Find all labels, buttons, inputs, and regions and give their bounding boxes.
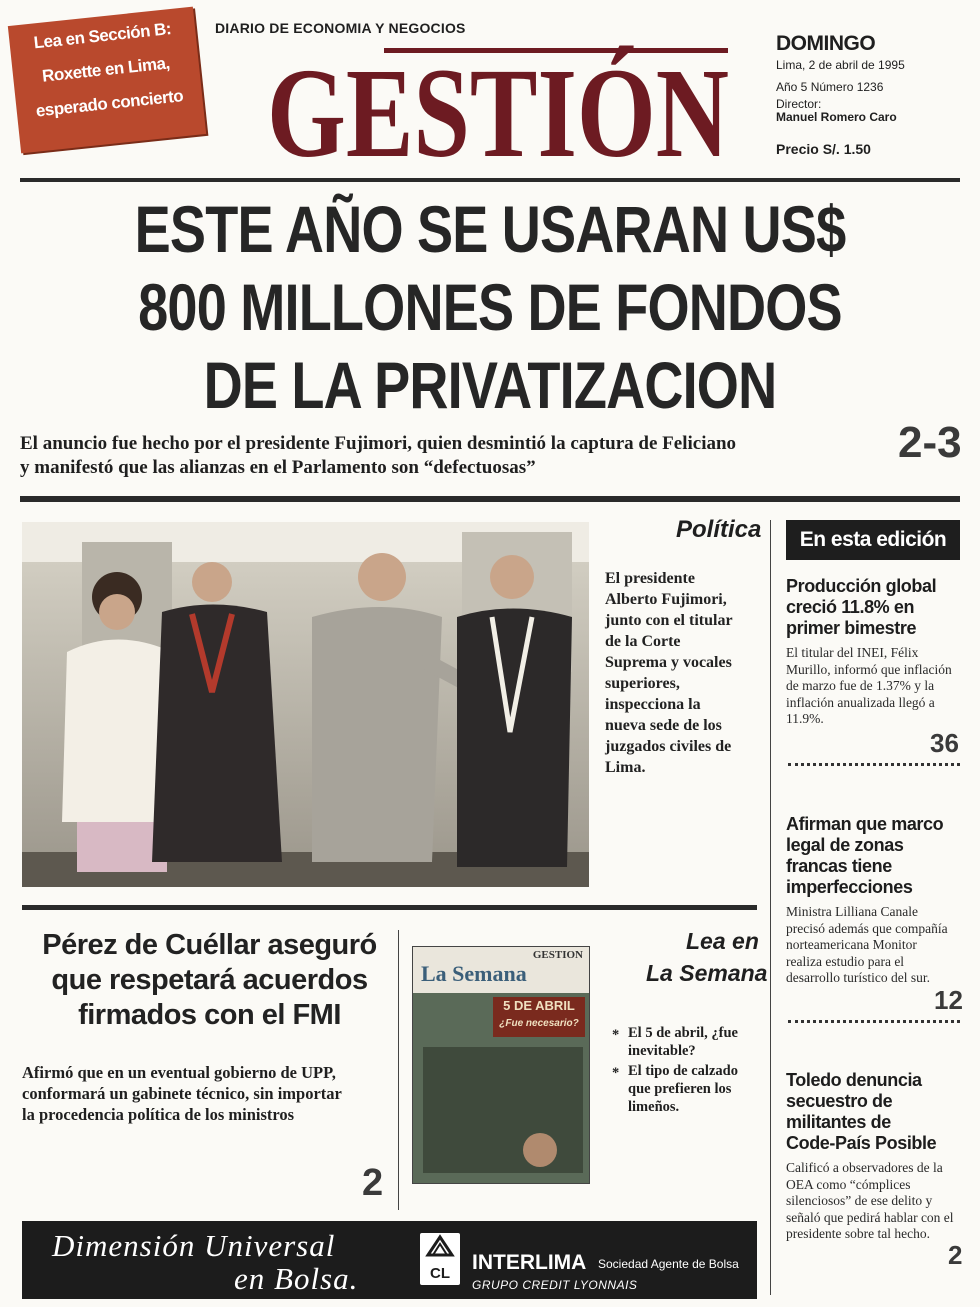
text-line: señaló que pedirá hablar con el: [786, 1209, 954, 1225]
text-line: Afirmó que en un eventual gobierno de UPP,: [22, 1063, 336, 1082]
sidebar-item[interactable]: [786, 1070, 966, 1243]
sidebar-headline: [786, 1070, 966, 1154]
deck-line: y manifestó que las alianzas en el Parlamento son “defectuosas”: [20, 457, 536, 478]
sidebar-headline: [786, 576, 964, 639]
headline-line: ESTE AÑO SE USARAN US$: [134, 192, 846, 266]
lead-page-ref[interactable]: 2-3: [898, 418, 962, 467]
masthead-name: GESTIÓN: [267, 42, 729, 166]
ad-slogan-line: en Bolsa.: [234, 1261, 359, 1296]
cover-brand: GESTION: [532, 949, 583, 961]
sidebar-item[interactable]: [786, 814, 964, 987]
cover-header: [413, 947, 589, 993]
headline-line: Producción global: [786, 576, 937, 596]
story-page-ref[interactable]: 2: [362, 1162, 384, 1204]
cover-banner-text: 5 DE ABRIL: [503, 998, 575, 1013]
logo-letters: CL: [430, 1265, 450, 1282]
credit-lyonnais-logo: [420, 1233, 460, 1285]
section-rule: [22, 905, 757, 910]
top-rule: [20, 178, 960, 182]
bullet-line: El tipo de calzado: [628, 1063, 738, 1079]
bullet-line: El 5 de abril, ¿fue: [628, 1025, 738, 1041]
headline-line: creció 11.8% en: [786, 597, 915, 617]
text-line: realiza estudio para el: [786, 953, 905, 969]
headline-line: que respetará acuerdos: [51, 964, 368, 996]
bullet-marker: *: [612, 1027, 620, 1043]
sidebar-page-ref[interactable]: 2: [948, 1240, 963, 1270]
headline-line: DE LA PRIVATIZACION: [203, 348, 777, 422]
director-name: Manuel Romero Caro: [776, 110, 897, 124]
sidebar-text: [786, 1160, 966, 1243]
bullet-line: inevitable?: [628, 1043, 696, 1059]
text-line: silenciosos” de ese delito y: [786, 1193, 933, 1208]
lead-deck: [20, 432, 880, 480]
headline-line: Pérez de Cuéllar aseguró: [42, 929, 377, 961]
edition-day: DOMINGO: [776, 32, 876, 55]
text-line: precisó además que compañía: [786, 920, 948, 936]
advertisement[interactable]: [22, 1221, 757, 1299]
caption-line: nueva sede de los: [605, 717, 722, 734]
edition-date: Lima, 2 de abril de 1995: [776, 58, 905, 72]
headline-line: Code-País Posible: [786, 1133, 937, 1153]
caption-line: El presidente: [605, 570, 695, 587]
tagline: DIARIO DE ECONOMIA Y NEGOCIOS: [215, 20, 466, 36]
headline-line: imperfecciones: [786, 877, 913, 897]
promo-line: esperado concierto: [34, 86, 184, 121]
text-line: 11.9%.: [786, 711, 824, 726]
headline-line: secuestro de: [786, 1091, 893, 1111]
sidebar-page-ref[interactable]: 12: [934, 985, 963, 1015]
caption-line: junto con el titular: [605, 612, 733, 629]
headline-line: primer bimestre: [786, 618, 917, 638]
promo-line: Roxette en Lima,: [41, 53, 171, 86]
caption-line: juzgados civiles de: [605, 738, 732, 755]
text-line: la procedencia política de los ministros: [22, 1105, 295, 1124]
text-line: Murillo, informó que inflación: [786, 661, 952, 677]
magazine-cover[interactable]: [412, 946, 590, 1184]
sidebar-page-ref[interactable]: 36: [930, 728, 959, 758]
edition-issue: Año 5 Número 1236: [776, 80, 884, 94]
headline-line: firmados con el FMI: [78, 999, 341, 1031]
cover-photo: [423, 1047, 583, 1173]
story-headline[interactable]: [22, 928, 397, 1033]
bullet-line: limeños.: [628, 1099, 680, 1115]
lead-headline[interactable]: [105, 190, 876, 424]
headline-line: Afirman que marco: [786, 814, 944, 834]
sidebar-headline: [786, 814, 964, 898]
promo-box[interactable]: [8, 7, 206, 154]
director-label: Director:: [776, 97, 822, 111]
promo-heading: Lea en: [686, 928, 759, 954]
column-divider: [398, 930, 399, 1210]
ad-brand: INTERLIMA: [472, 1251, 587, 1274]
text-line: desarrollo turístico del sur.: [786, 970, 930, 985]
caption-line: superiores,: [605, 675, 680, 692]
text-line: conformará un gabinete técnico, sin importar: [22, 1084, 342, 1103]
text-line: de marzo fue de 1.37% y la: [786, 678, 935, 693]
bullet-item: [628, 1062, 768, 1116]
column-divider: [770, 520, 771, 1295]
caption-line: inspecciona la: [605, 696, 701, 713]
dotted-divider: [788, 1020, 960, 1023]
bullet-marker: *: [612, 1065, 620, 1081]
sidebar-item[interactable]: [786, 576, 964, 728]
promo-line: Lea en Sección B:: [32, 19, 172, 53]
lion-emblem-icon: [420, 1233, 460, 1259]
photo-illustration: [22, 522, 589, 887]
cover-banner-sub: ¿Fue necesario?: [499, 1018, 579, 1029]
caption-line: Suprema y vocales: [605, 654, 732, 671]
sidebar-text: [786, 645, 964, 728]
promo-heading: La Semana: [646, 960, 768, 986]
news-photo[interactable]: [22, 522, 589, 887]
caption-line: Lima.: [605, 759, 646, 776]
headline-line: militantes de: [786, 1112, 891, 1132]
ad-slogan: [52, 1229, 358, 1295]
sidebar-title: En esta edición: [786, 520, 960, 560]
cover-portrait: [523, 1133, 557, 1167]
headline-line: francas tiene: [786, 856, 892, 876]
section-rule: [20, 496, 960, 502]
ad-slogan-line: Dimensión Universal: [52, 1228, 336, 1263]
bullet-line: que prefieren los: [628, 1081, 732, 1097]
text-line: El titular del INEI, Félix: [786, 645, 919, 660]
text-line: presidente sobre tal hecho.: [786, 1226, 930, 1241]
dotted-divider: [788, 763, 960, 766]
story-summary: [22, 1062, 392, 1125]
cover-banner: [493, 997, 585, 1037]
headline-line: Toledo denuncia: [786, 1070, 922, 1090]
text-line: norteamericana Monitor: [786, 937, 917, 952]
headline-line: 800 MILLONES DE FONDOS: [138, 270, 842, 344]
section-label: Política: [676, 516, 762, 543]
cover-title: La Semana: [421, 961, 527, 986]
caption-line: de la Corte: [605, 633, 681, 650]
ad-descriptor: Sociedad Agente de Bolsa: [598, 1257, 739, 1271]
text-line: Ministra Lilliana Canale: [786, 904, 918, 919]
text-line: inflación anualizada llegó a: [786, 694, 935, 710]
masthead-logo: [263, 36, 733, 166]
caption-line: Alberto Fujimori,: [605, 591, 727, 608]
headline-line: legal de zonas: [786, 835, 904, 855]
price: Precio S/. 1.50: [776, 141, 871, 157]
text-line: Calificó a observadores de la: [786, 1160, 943, 1175]
photo-caption: [605, 568, 765, 778]
text-line: OEA como “cómplices: [786, 1176, 911, 1192]
bullet-item: [628, 1024, 768, 1060]
sidebar-text: [786, 904, 964, 987]
deck-line: El anuncio fue hecho por el presidente Fujimori, quien desmintió la captura de Feliciano: [20, 433, 737, 454]
ad-group: GRUPO CREDIT LYONNAIS: [472, 1278, 638, 1292]
